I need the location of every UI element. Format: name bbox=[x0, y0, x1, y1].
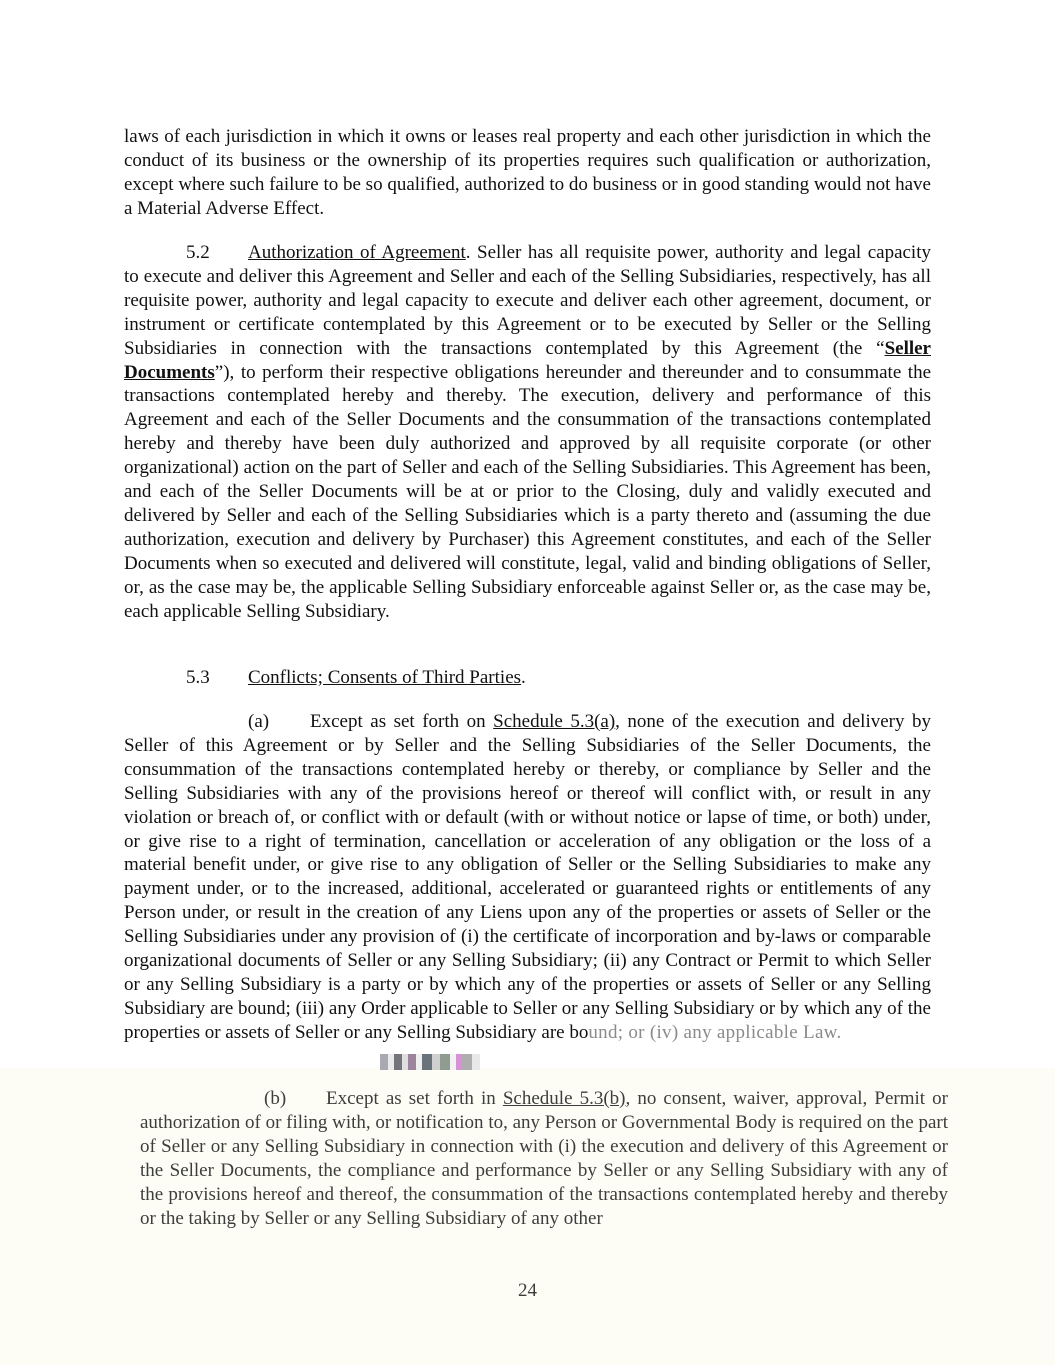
section-text: . Seller has all requisite power, authority and legal capacity to execute and deliver this Agreement and Seller and each of the Selling Subsidiaries, respectively, has all requisite power, authority and legal capacity to execute and deliver each other agreement, document, or instrument or certificate contemplated by this Agreement or to be executed by Seller or the Selling Subsidiaries in connection with the transactions contemplated by this Agreement (the “ bbox=[124, 242, 931, 359]
subsection-label: (a) bbox=[248, 711, 270, 732]
subsection-text: Except as set forth in bbox=[326, 1088, 503, 1109]
section-5-3-b bbox=[140, 1087, 948, 1230]
subsection-text: Except as set forth on bbox=[310, 711, 494, 732]
defined-term: Seller Documents bbox=[124, 337, 931, 383]
section-number: 5.3 bbox=[186, 667, 210, 688]
subsection-text: , no consent, waiver, approval, Permit or authorization of or filing with, or notification to, any Person or Governmental Body is required on the part of Seller or any Selling Subsidiary in connection with (i) the execution and delivery of this Agreement or the Seller Documents, the compliance and performance by Seller or any Selling Subsidiary with any of the provisions hereof and thereof, the consummation of the transactions contemplated hereby and thereby or the taking by Seller or any Selling Subsidiary of any other bbox=[140, 1088, 948, 1229]
section-number: 5.2 bbox=[186, 242, 210, 263]
schedule-reference: Schedule 5.3(a) bbox=[493, 711, 616, 732]
section-5-2 bbox=[124, 241, 931, 624]
section-heading: Conflicts; Consents of Third Parties bbox=[248, 667, 522, 688]
render-artifact bbox=[380, 1054, 480, 1070]
section-5-3-a bbox=[124, 710, 931, 1045]
page-number: 24 bbox=[518, 1280, 537, 1301]
garbled-text: und; or (iv) any applicable Law. bbox=[588, 1021, 842, 1043]
heading-period: . bbox=[521, 667, 526, 688]
section-text: ”), to perform their respective obligations hereunder and thereunder and to consummate the transactions contemplated hereby and thereby. The execution, delivery and performance of this Agreement and each of the Seller Documents and the consummation of the transactions contemplated hereby and thereby have been duly authorized and approved by all requisite corporate (or other organizational) action on the part of Seller and each of the Selling Subsidiaries. This Agreement has been, and each of the Seller Documents will be at or prior to the Closing, duly and validly executed and delivered by Seller and each of the Selling Subsidiaries which is a party thereto and (assuming the due authorization, execution and delivery by Purchaser) this Agreement constitutes, and each of the Seller Documents when so executed and delivered will constitute, legal, valid and binding obligations of Seller, or, as the case may be, the applicable Selling Subsidiary enforceable against Seller or, as the case may be, each applicable Selling Subsidiary. bbox=[124, 361, 931, 622]
subsection-label: (b) bbox=[264, 1088, 287, 1109]
section-heading: Authorization of Agreement bbox=[248, 242, 466, 263]
paragraph-text: laws of each jurisdiction in which it owns or leases real property and each other jurisdiction in which the conduct of its business or the ownership of its properties requires such qualification or authorization, except where such failure to be so qualified, authorized to do business or in good standing would not have a Material Adverse Effect. bbox=[124, 126, 931, 219]
schedule-reference: Schedule 5.3(b) bbox=[502, 1088, 626, 1109]
subsection-text: , none of the execution and delivery by Seller of this Agreement or by Seller and the Selling Subsidiaries of the Seller Documents, the consummation of the transactions contemplated hereby or thereby, or compliance by Seller and the Selling Subsidiaries with any of the provisions hereof or thereof will conflict with, or result in any violation or breach of, or conflict with or default (with or without notice or lapse of time, or both) under, or give rise to a right of termination, cancellation or acceleration of any obligation or the loss of a material benefit under, or give rise to any obligation of Seller or the Selling Subsidiaries to make any payment under, or to the increased, additional, accelerated or guaranteed rights or entitlements of any Person under, or result in the creation of any Liens upon any of the properties or assets of Seller or the Selling Subsidiaries under any provision of (i) the certificate of incorporation and by-laws or comparable organizational documents of Seller or any Selling Subsidiary; (ii) any Contract or Permit to which Seller or any Selling Subsidiary is a party or by which any of the properties or assets of Seller or any Selling Subsidiary are bound; (iii) any Order applicable to Seller or any Selling Subsidiary or by which any of the properties or assets of Seller or any Selling Subsidiary are bo bbox=[124, 711, 932, 1043]
section-5-3 bbox=[124, 666, 931, 690]
paragraph-continued bbox=[124, 125, 931, 221]
